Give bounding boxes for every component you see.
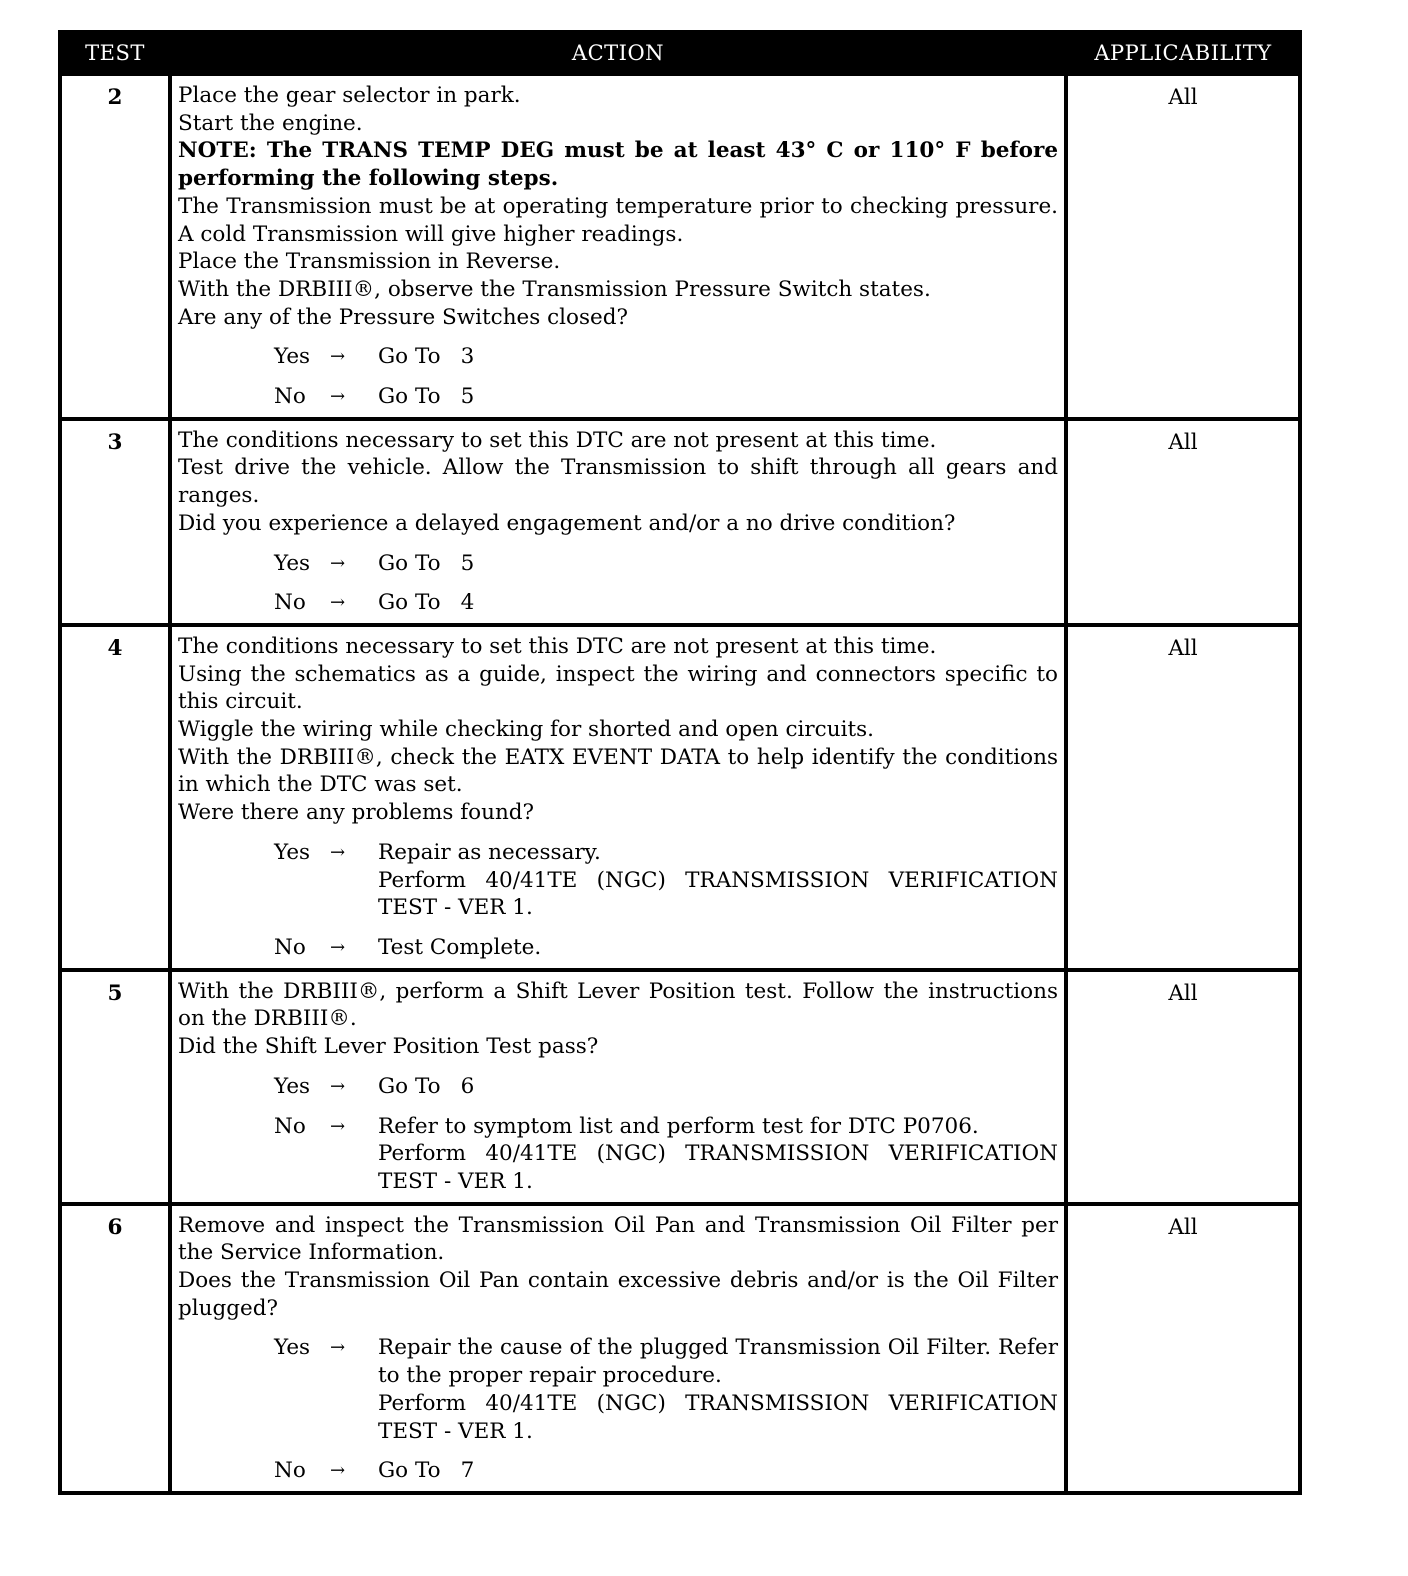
answer-result bbox=[378, 383, 1058, 411]
table-row bbox=[60, 625, 1300, 970]
header-applicability: APPLICABILITY bbox=[1066, 32, 1300, 74]
goto-text: Go To bbox=[378, 1458, 441, 1484]
answer-label: No bbox=[274, 590, 306, 616]
answer-label: Yes bbox=[274, 550, 311, 576]
header-action: ACTION bbox=[170, 32, 1066, 74]
action-line: Place the gear selector in park. bbox=[178, 83, 521, 108]
answer-result bbox=[378, 934, 1058, 962]
answer-yes bbox=[178, 343, 1058, 371]
action-line: Start the engine. bbox=[178, 110, 363, 136]
action-cell bbox=[170, 970, 1066, 1204]
action-line: With the DRBIII®, perform a Shift Lever Position test. Follow the instructions on the DRBIII®. bbox=[178, 978, 1058, 1032]
answer-list bbox=[178, 1334, 1058, 1485]
table-body bbox=[60, 74, 1300, 1493]
arrow-right-icon: → bbox=[330, 936, 346, 958]
result-line: Refer to symptom list and perform test for DTC P0706. bbox=[378, 1113, 979, 1139]
answer-yes bbox=[178, 1073, 1058, 1101]
answer-list bbox=[178, 343, 1058, 410]
header-row bbox=[60, 32, 1300, 74]
goto-target: 5 bbox=[460, 384, 475, 410]
goto-text: Go To bbox=[378, 550, 441, 576]
goto-text: Go To bbox=[378, 384, 441, 410]
goto-target: 3 bbox=[460, 344, 475, 370]
header-test: TEST bbox=[60, 32, 170, 74]
answer-result bbox=[378, 1334, 1058, 1445]
result-line: Test Complete. bbox=[378, 934, 542, 960]
answer-result bbox=[378, 1457, 1058, 1485]
answer-label: Yes bbox=[274, 1073, 311, 1099]
action-line: With the DRBIII®, observe the Transmission Pressure Switch states. bbox=[178, 276, 931, 302]
answer-label: Yes bbox=[274, 839, 311, 865]
arrow-right-icon: → bbox=[330, 386, 346, 408]
answer-label: Yes bbox=[274, 1335, 311, 1361]
applicability-cell: All bbox=[1066, 625, 1300, 970]
arrow-right-icon: → bbox=[330, 841, 346, 863]
arrow-right-icon: → bbox=[330, 1115, 346, 1137]
arrow-right-icon: → bbox=[330, 592, 346, 614]
goto-text: Go To bbox=[378, 1073, 441, 1099]
action-line: The conditions necessary to set this DTC are not present at this time. bbox=[178, 633, 937, 659]
arrow-right-icon: → bbox=[330, 1075, 346, 1097]
arrow-right-icon: → bbox=[330, 346, 346, 368]
applicability-cell: All bbox=[1066, 74, 1300, 419]
action-line: Did the Shift Lever Position Test pass? bbox=[178, 1034, 599, 1060]
action-cell bbox=[170, 419, 1066, 625]
answer-list bbox=[178, 839, 1058, 962]
action-line: Were there any problems found? bbox=[178, 800, 535, 826]
action-line: Did you experience a delayed engagement and/or a no drive condition? bbox=[178, 510, 956, 536]
answer-yes bbox=[178, 839, 1058, 922]
table-row bbox=[60, 419, 1300, 625]
action-cell bbox=[170, 625, 1066, 970]
answer-yes bbox=[178, 550, 1058, 578]
action-line: Wiggle the wiring while checking for shorted and open circuits. bbox=[178, 717, 874, 743]
action-line: Place the Transmission in Reverse. bbox=[178, 249, 561, 275]
result-line: Perform 40/41TE (NGC) TRANSMISSION VERIFICATION TEST - VER 1. bbox=[378, 1390, 1058, 1444]
answer-result bbox=[378, 839, 1058, 922]
answer-no bbox=[178, 589, 1058, 617]
arrow-right-icon: → bbox=[330, 1337, 346, 1359]
result-line: Repair as necessary. bbox=[378, 839, 601, 865]
action-line: The conditions necessary to set this DTC are not present at this time. bbox=[178, 427, 937, 453]
arrow-right-icon: → bbox=[330, 1460, 346, 1482]
answer-label: No bbox=[274, 934, 306, 960]
goto-text: Go To bbox=[378, 590, 441, 616]
goto-target: 7 bbox=[460, 1458, 475, 1484]
applicability-cell: All bbox=[1066, 419, 1300, 625]
goto-text: Go To bbox=[378, 344, 441, 370]
test-number: 4 bbox=[60, 625, 170, 970]
applicability-cell: All bbox=[1066, 970, 1300, 1204]
action-line: Remove and inspect the Transmission Oil Pan and Transmission Oil Filter per the Service Information. bbox=[178, 1212, 1058, 1266]
answer-list bbox=[178, 550, 1058, 617]
action-line: Does the Transmission Oil Pan contain excessive debris and/or is the Oil Filter plugged? bbox=[178, 1268, 1058, 1321]
action-cell bbox=[170, 74, 1066, 419]
answer-list bbox=[178, 1073, 1058, 1196]
action-line: Are any of the Pressure Switches closed? bbox=[178, 304, 629, 330]
applicability-cell: All bbox=[1066, 1204, 1300, 1493]
result-line: Repair the cause of the plugged Transmission Oil Filter. Refer to the proper repair procedure. bbox=[378, 1335, 1058, 1389]
answer-result bbox=[378, 343, 1058, 371]
action-cell bbox=[170, 1204, 1066, 1493]
test-number: 6 bbox=[60, 1204, 170, 1493]
table-row bbox=[60, 970, 1300, 1204]
answer-label: No bbox=[274, 1113, 306, 1139]
diagnostic-table bbox=[58, 30, 1302, 1495]
goto-target: 4 bbox=[460, 590, 475, 616]
arrow-right-icon: → bbox=[330, 552, 346, 574]
action-line: The Transmission must be at operating temperature prior to checking pressure. A cold Transmission will give higher readings. bbox=[178, 193, 1058, 247]
answer-label: No bbox=[274, 1458, 306, 1484]
answer-no bbox=[178, 1457, 1058, 1485]
goto-target: 5 bbox=[460, 550, 475, 576]
answer-label: Yes bbox=[274, 344, 311, 370]
table-row bbox=[60, 1204, 1300, 1493]
action-line: Test drive the vehicle. Allow the Transmission to shift through all gears and ranges. bbox=[178, 455, 1058, 509]
result-line: Perform 40/41TE (NGC) TRANSMISSION VERIFICATION TEST - VER 1. bbox=[378, 1141, 1058, 1194]
table-row bbox=[60, 74, 1300, 419]
test-number: 3 bbox=[60, 419, 170, 625]
answer-no bbox=[178, 383, 1058, 411]
result-line: Perform 40/41TE (NGC) TRANSMISSION VERIFICATION TEST - VER 1. bbox=[378, 867, 1058, 921]
answer-no bbox=[178, 934, 1058, 962]
test-number: 5 bbox=[60, 970, 170, 1204]
answer-result bbox=[378, 550, 1058, 578]
answer-result bbox=[378, 589, 1058, 617]
answer-no bbox=[178, 1113, 1058, 1196]
answer-result bbox=[378, 1113, 1058, 1196]
answer-label: No bbox=[274, 384, 306, 410]
test-number: 2 bbox=[60, 74, 170, 419]
answer-yes bbox=[178, 1334, 1058, 1445]
action-line: Using the schematics as a guide, inspect the wiring and connectors specific to this circuit. bbox=[178, 661, 1058, 715]
goto-target: 6 bbox=[460, 1073, 475, 1099]
note-text: NOTE: The TRANS TEMP DEG must be at least 43° C or 110° F before performing the following steps. bbox=[178, 138, 1058, 192]
answer-result bbox=[378, 1073, 1058, 1101]
action-line: With the DRBIII®, check the EATX EVENT DATA to help identify the conditions in which the DTC was set. bbox=[178, 744, 1058, 798]
